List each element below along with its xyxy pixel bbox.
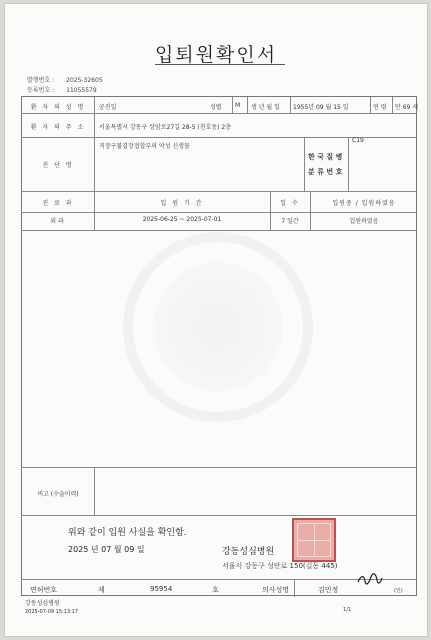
registration-number xyxy=(27,85,97,94)
address-label: 환 자 의 주 소 xyxy=(30,124,86,131)
seal-grid xyxy=(297,523,331,557)
issue-number-label: 발행번호 : xyxy=(27,77,55,84)
footer-page-number: 1/1 xyxy=(343,607,352,613)
status-header: 입원중 / 입원하였음 xyxy=(332,200,396,207)
sex-value: M xyxy=(235,102,241,109)
col-divider xyxy=(348,137,349,191)
official-seal-stamp xyxy=(292,518,336,562)
hospital-watermark-emblem xyxy=(123,232,313,422)
remarks-label: 비고 (수술이력) xyxy=(37,491,79,498)
issue-number-value: 2025-32605 xyxy=(66,77,103,84)
kcd-code: C19 xyxy=(352,137,364,144)
seal-mark: (인) xyxy=(394,588,403,594)
row-divider xyxy=(22,515,416,516)
issue-number xyxy=(27,75,103,84)
row-divider xyxy=(22,467,416,468)
confirmation-date: 2025 년 07 월 09 일 xyxy=(68,545,145,554)
age-label: 연 령 xyxy=(373,104,387,111)
document-title: 입퇴원확인서 xyxy=(154,44,278,66)
department-header: 진 료 과 xyxy=(42,200,74,207)
registration-number-value: 11055579 xyxy=(66,87,97,94)
birth-value: 1955년 09 월 15 일 xyxy=(293,104,349,111)
doctor-signature xyxy=(357,573,383,585)
sex-label: 성별 xyxy=(210,104,222,111)
col-divider xyxy=(370,97,371,113)
footer-printed-at: 2025-07-09 15:13:17 xyxy=(25,609,79,615)
certificate-page xyxy=(4,3,428,637)
col-divider xyxy=(392,97,393,113)
age-value: 만 69 세 xyxy=(395,104,419,111)
department-value: 외과 xyxy=(50,218,66,225)
address-value: 서울특별시 강동구 상암로27길 28-5 (천호동) 2층 xyxy=(99,124,232,131)
hospital-address: 서울시 강동구 성안로 150(길동 445) xyxy=(222,562,338,570)
col-divider xyxy=(94,97,95,230)
birth-label: 생 년 월 일 xyxy=(251,104,280,111)
confirmation-statement: 위와 같이 입원 사실을 확인함. xyxy=(68,528,187,538)
col-divider xyxy=(232,97,233,113)
license-number: 95954 xyxy=(150,585,173,593)
col-divider xyxy=(304,137,305,191)
doctor-name: 김민정 xyxy=(318,586,339,594)
col-divider xyxy=(290,97,291,113)
period-value: 2025-06-25 ~ 2025-07-01 xyxy=(142,216,222,223)
diagnosis-label: 진 단 명 xyxy=(42,162,74,169)
col-divider xyxy=(247,97,248,113)
col-divider xyxy=(94,467,95,515)
kcd-label-line2: 분 류 번 호 xyxy=(308,168,343,176)
period-header: 입 원 기 간 xyxy=(160,200,204,207)
hospital-name: 강동성심병원 xyxy=(222,547,275,557)
row-divider xyxy=(22,113,416,114)
row-divider xyxy=(22,191,416,192)
days-value: 7 일간 xyxy=(281,218,299,225)
watermark-inner-circle xyxy=(153,262,283,392)
col-divider xyxy=(294,579,295,597)
registration-number-label: 등록번호 : xyxy=(27,87,55,94)
days-header: 일 수 xyxy=(280,200,300,207)
license-suffix: 호 xyxy=(212,586,219,594)
footer-hospital: 강동성심병원 xyxy=(25,600,60,607)
title-underline xyxy=(155,64,285,65)
row-divider xyxy=(22,230,416,231)
patient-name: 공진일 xyxy=(99,104,117,111)
patient-name-label: 환 자 의 성 명 xyxy=(30,104,86,111)
license-prefix: 제 xyxy=(98,586,105,594)
row-divider xyxy=(22,212,416,213)
doctor-label: 의사성명 xyxy=(262,586,290,594)
kcd-label-line1: 한 국 질 병 xyxy=(308,153,343,161)
diagnosis-text: 직장구불결장접합부의 악성 신생물 xyxy=(99,143,190,150)
license-label: 면허번호 xyxy=(30,586,58,594)
status-value: 입원하였음 xyxy=(349,218,379,225)
